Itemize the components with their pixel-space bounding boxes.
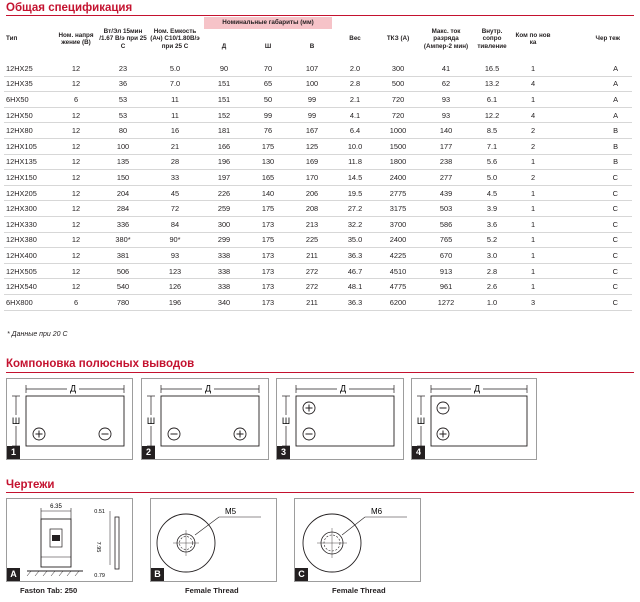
cell-capacity: 126 [148, 279, 202, 295]
positive-terminal-icon [437, 428, 449, 440]
cell-width: 76 [246, 123, 290, 139]
cell-drawing: B [554, 154, 632, 170]
col-header-voltage: Ном. напря жение (В) [58, 31, 94, 46]
cell-drawing: A [554, 107, 632, 123]
caption-female-thread-c: Female Thread [332, 586, 386, 595]
cell-voltage: 12 [54, 279, 98, 295]
cell-length: 90 [202, 61, 246, 76]
cell-max-current: 238 [420, 154, 472, 170]
cell-length: 151 [202, 92, 246, 108]
cell-power: 80 [98, 123, 148, 139]
cell-weight: 2.1 [334, 92, 376, 108]
cell-height: 272 [290, 279, 334, 295]
drawing-panel-b [150, 498, 277, 582]
cell-length: 338 [202, 248, 246, 264]
cell-voltage: 12 [54, 61, 98, 76]
cell-height: 99 [290, 107, 334, 123]
cell-short-circuit: 300 [376, 61, 420, 76]
cell-max-current: 93 [420, 107, 472, 123]
cell-drawing: B [554, 138, 632, 154]
cell-width: 173 [246, 263, 290, 279]
cell-length: 196 [202, 154, 246, 170]
cell-voltage: 12 [54, 76, 98, 92]
cell-short-circuit: 1000 [376, 123, 420, 139]
cell-width: 173 [246, 279, 290, 295]
cell-voltage: 12 [54, 201, 98, 217]
dim-width-label: Ш [146, 416, 156, 426]
cell-width: 173 [246, 216, 290, 232]
cell-height: 272 [290, 263, 334, 279]
cell-drawing: C [554, 232, 632, 248]
female-thread-m5-drawing [151, 499, 276, 581]
negative-terminal-icon [437, 402, 449, 414]
col-header-type: Тип [6, 35, 18, 43]
caption-faston-tab: Faston Tab: 250 [20, 586, 78, 595]
cell-weight: 6.4 [334, 123, 376, 139]
cell-internal-resistance: 3.0 [472, 248, 512, 264]
cell-terminal-layout: 1 [512, 216, 554, 232]
tab-body [41, 519, 71, 567]
cell-max-current: 503 [420, 201, 472, 217]
cell-height: 169 [290, 154, 334, 170]
drawings-title: Чертежи [6, 479, 55, 491]
cell-width: 50 [246, 92, 290, 108]
terminal-layout-title: Компоновка полюсных выводов [6, 358, 195, 370]
cell-width: 65 [246, 76, 290, 92]
cell-type: 6HX800 [4, 294, 54, 310]
layout-diagram-4 [412, 379, 536, 459]
cell-power: 540 [98, 279, 148, 295]
cell-short-circuit: 720 [376, 107, 420, 123]
cell-type: 12HX400 [4, 248, 54, 264]
cell-weight: 19.5 [334, 185, 376, 201]
cell-drawing: A [554, 92, 632, 108]
cell-power: 381 [98, 248, 148, 264]
cell-capacity: 45 [148, 185, 202, 201]
cell-terminal-layout: 2 [512, 170, 554, 186]
thread-size-label: M6 [371, 507, 383, 516]
cell-terminal-layout: 4 [512, 107, 554, 123]
tab-profile [115, 517, 119, 569]
cell-type: 12HX150 [4, 170, 54, 186]
cell-height: 225 [290, 232, 334, 248]
dimensions-group-header: Номинальные габариты (мм) [204, 17, 332, 29]
cell-drawing: B [554, 123, 632, 139]
cell-internal-resistance: 3.6 [472, 216, 512, 232]
cell-weight: 36.3 [334, 248, 376, 264]
cell-height: 206 [290, 185, 334, 201]
cell-length: 197 [202, 170, 246, 186]
cell-width: 175 [246, 232, 290, 248]
spec-table [4, 17, 632, 311]
cell-terminal-layout: 1 [512, 232, 554, 248]
col-header-height: В [309, 43, 315, 50]
table-row [4, 185, 632, 201]
dim-tab-width: 6.35 [50, 504, 62, 510]
cell-terminal-layout: 3 [512, 294, 554, 310]
layout-panel-2 [141, 378, 269, 460]
cell-capacity: 72 [148, 201, 202, 217]
cell-drawing: C [554, 263, 632, 279]
cell-capacity: 16 [148, 123, 202, 139]
cell-max-current: 41 [420, 61, 472, 76]
cell-height: 100 [290, 76, 334, 92]
cell-voltage: 12 [54, 138, 98, 154]
positive-terminal-icon [234, 428, 246, 440]
spec-title-rule [6, 15, 634, 16]
cell-short-circuit: 2775 [376, 185, 420, 201]
dim-width-label: Ш [281, 416, 291, 426]
cell-length: 299 [202, 232, 246, 248]
dim-length-label: Д [473, 383, 481, 394]
cell-short-circuit: 1800 [376, 154, 420, 170]
cell-drawing: C [554, 170, 632, 186]
cell-height: 170 [290, 170, 334, 186]
col-header-terminal-layout: Ком по нов ка [515, 31, 551, 46]
cell-max-current: 765 [420, 232, 472, 248]
cell-max-current: 586 [420, 216, 472, 232]
cell-length: 226 [202, 185, 246, 201]
cell-voltage: 12 [54, 154, 98, 170]
dim-tab-thickness: 0.51 [94, 509, 105, 515]
drawing-panel-letter: A [7, 568, 20, 581]
layout-panel-number: 1 [7, 446, 20, 459]
cell-height: 211 [290, 248, 334, 264]
cell-short-circuit: 720 [376, 92, 420, 108]
cell-power: 100 [98, 138, 148, 154]
col-header-capacity: Ном. Емкость (Ач) С10/1.80В/э при 25 С [150, 28, 200, 50]
cell-max-current: 277 [420, 170, 472, 186]
cell-internal-resistance: 4.5 [472, 185, 512, 201]
layout-diagram-1 [7, 379, 132, 459]
cell-voltage: 12 [54, 185, 98, 201]
dim-length-label: Д [204, 383, 212, 394]
cell-length: 152 [202, 107, 246, 123]
cell-width: 175 [246, 201, 290, 217]
cell-internal-resistance: 7.1 [472, 138, 512, 154]
cell-terminal-layout: 1 [512, 201, 554, 217]
cell-internal-resistance: 12.2 [472, 107, 512, 123]
drawing-panel-a [6, 498, 133, 582]
cell-terminal-layout: 1 [512, 92, 554, 108]
cell-voltage: 12 [54, 123, 98, 139]
cell-height: 208 [290, 201, 334, 217]
cell-short-circuit: 2400 [376, 232, 420, 248]
cell-power: 135 [98, 154, 148, 170]
cell-weight: 2.0 [334, 61, 376, 76]
terminal-layout-rule [6, 372, 634, 373]
cell-internal-resistance: 2.8 [472, 263, 512, 279]
cell-type: 12HX330 [4, 216, 54, 232]
negative-terminal-icon [168, 428, 180, 440]
cell-type: 12HX380 [4, 232, 54, 248]
cell-capacity: 11 [148, 92, 202, 108]
cell-short-circuit: 4775 [376, 279, 420, 295]
col-group-dimensions [202, 17, 334, 61]
cell-weight: 14.5 [334, 170, 376, 186]
cell-type: 12HX50 [4, 107, 54, 123]
cell-internal-resistance: 5.2 [472, 232, 512, 248]
cell-internal-resistance: 8.5 [472, 123, 512, 139]
cell-voltage: 12 [54, 107, 98, 123]
cell-height: 213 [290, 216, 334, 232]
table-row [4, 201, 632, 217]
cell-width: 99 [246, 107, 290, 123]
cell-terminal-layout: 1 [512, 154, 554, 170]
cell-capacity: 123 [148, 263, 202, 279]
cell-capacity: 33 [148, 170, 202, 186]
cell-capacity: 28 [148, 154, 202, 170]
dim-tab-bottom: 0.79 [94, 573, 105, 579]
col-header-power: Вт/Эл 15мин /1.67 В/э при 25 С [99, 28, 147, 50]
layout-panel-number: 4 [412, 446, 425, 459]
cell-weight: 36.3 [334, 294, 376, 310]
cell-internal-resistance: 3.9 [472, 201, 512, 217]
cell-length: 151 [202, 76, 246, 92]
drawing-panel-c [294, 498, 421, 582]
layout-panel-number: 2 [142, 446, 155, 459]
col-header-weight: Вес [349, 35, 361, 43]
cell-terminal-layout: 2 [512, 123, 554, 139]
cell-weight: 46.7 [334, 263, 376, 279]
table-row [4, 248, 632, 264]
cell-internal-resistance: 1.0 [472, 294, 512, 310]
table-row [4, 92, 632, 108]
cell-short-circuit: 500 [376, 76, 420, 92]
cell-length: 340 [202, 294, 246, 310]
cell-length: 181 [202, 123, 246, 139]
cell-width: 165 [246, 170, 290, 186]
cell-max-current: 670 [420, 248, 472, 264]
cell-width: 173 [246, 294, 290, 310]
cell-internal-resistance: 16.5 [472, 61, 512, 76]
col-header-drawing: Чер теж [595, 35, 621, 43]
cell-power: 150 [98, 170, 148, 186]
cell-length: 259 [202, 201, 246, 217]
cell-short-circuit: 3175 [376, 201, 420, 217]
table-row [4, 294, 632, 310]
drawing-panel-letter: B [151, 568, 164, 581]
cell-capacity: 7.0 [148, 76, 202, 92]
table-row [4, 123, 632, 139]
female-thread-m6-drawing [295, 499, 420, 581]
cell-drawing: C [554, 248, 632, 264]
cell-internal-resistance: 13.2 [472, 76, 512, 92]
table-row [4, 138, 632, 154]
cell-voltage: 12 [54, 216, 98, 232]
cell-max-current: 439 [420, 185, 472, 201]
cell-max-current: 177 [420, 138, 472, 154]
cell-internal-resistance: 6.1 [472, 92, 512, 108]
cell-weight: 11.8 [334, 154, 376, 170]
cell-short-circuit: 4510 [376, 263, 420, 279]
drawings-rule [6, 492, 634, 493]
cell-voltage: 12 [54, 170, 98, 186]
cell-max-current: 93 [420, 92, 472, 108]
cell-capacity: 5.0 [148, 61, 202, 76]
cell-short-circuit: 4225 [376, 248, 420, 264]
cell-drawing: C [554, 201, 632, 217]
cell-weight: 10.0 [334, 138, 376, 154]
cell-drawing: C [554, 279, 632, 295]
thread-size-label: M5 [225, 507, 237, 516]
cell-width: 70 [246, 61, 290, 76]
battery-outline [431, 396, 527, 446]
dim-width-label: Ш [416, 416, 426, 426]
cell-capacity: 11 [148, 107, 202, 123]
cell-drawing: C [554, 294, 632, 310]
cell-terminal-layout: 1 [512, 279, 554, 295]
cell-voltage: 6 [54, 294, 98, 310]
caption-female-thread-b: Female Thread [185, 586, 239, 595]
table-row [4, 107, 632, 123]
cell-max-current: 140 [420, 123, 472, 139]
layout-diagram-2 [142, 379, 268, 459]
cell-power: 204 [98, 185, 148, 201]
battery-outline [296, 396, 394, 446]
col-header-length: Д [221, 43, 227, 50]
col-header-width: Ш [264, 43, 272, 50]
cell-terminal-layout: 4 [512, 76, 554, 92]
cell-terminal-layout: 1 [512, 248, 554, 264]
layout-panel-3 [276, 378, 404, 460]
cell-power: 506 [98, 263, 148, 279]
cell-terminal-layout: 2 [512, 138, 554, 154]
cell-terminal-layout: 1 [512, 61, 554, 76]
cell-height: 211 [290, 294, 334, 310]
cell-type: 12HX300 [4, 201, 54, 217]
cell-capacity: 196 [148, 294, 202, 310]
cell-power: 380* [98, 232, 148, 248]
cell-length: 300 [202, 216, 246, 232]
col-header-max-current: Макс. ток разряда (Ампер-2 мин) [423, 28, 469, 50]
dim-length-label: Д [339, 383, 347, 394]
layout-panel-number: 3 [277, 446, 290, 459]
cell-type: 12HX540 [4, 279, 54, 295]
cell-length: 338 [202, 279, 246, 295]
cell-voltage: 12 [54, 232, 98, 248]
table-row [4, 170, 632, 186]
cell-internal-resistance: 5.6 [472, 154, 512, 170]
layout-panel-1 [6, 378, 133, 460]
cell-type: 12HX35 [4, 76, 54, 92]
cell-weight: 32.2 [334, 216, 376, 232]
cell-drawing: A [554, 76, 632, 92]
cell-capacity: 21 [148, 138, 202, 154]
cell-drawing: C [554, 185, 632, 201]
cell-capacity: 93 [148, 248, 202, 264]
cell-weight: 27.2 [334, 201, 376, 217]
cell-short-circuit: 6200 [376, 294, 420, 310]
cell-type: 12HX25 [4, 61, 54, 76]
cell-weight: 4.1 [334, 107, 376, 123]
cell-power: 36 [98, 76, 148, 92]
col-header-internal-resistance: Внутр. сопро тивление [477, 28, 507, 50]
cell-type: 12HX135 [4, 154, 54, 170]
cell-weight: 48.1 [334, 279, 376, 295]
cell-length: 166 [202, 138, 246, 154]
layout-diagram-3 [277, 379, 403, 459]
cell-width: 140 [246, 185, 290, 201]
cell-max-current: 62 [420, 76, 472, 92]
cell-weight: 35.0 [334, 232, 376, 248]
drawing-panel-letter: C [295, 568, 308, 581]
cell-max-current: 961 [420, 279, 472, 295]
cell-width: 130 [246, 154, 290, 170]
cell-voltage: 12 [54, 248, 98, 264]
cell-short-circuit: 2400 [376, 170, 420, 186]
cell-max-current: 913 [420, 263, 472, 279]
cell-voltage: 6 [54, 92, 98, 108]
cell-power: 780 [98, 294, 148, 310]
table-row [4, 216, 632, 232]
cell-capacity: 90* [148, 232, 202, 248]
table-row [4, 154, 632, 170]
cell-internal-resistance: 5.0 [472, 170, 512, 186]
cell-height: 107 [290, 61, 334, 76]
cell-power: 53 [98, 107, 148, 123]
cell-voltage: 12 [54, 263, 98, 279]
cell-short-circuit: 3700 [376, 216, 420, 232]
cell-drawing: A [554, 61, 632, 76]
negative-terminal-icon [99, 428, 111, 440]
cell-type: 12HX205 [4, 185, 54, 201]
cell-short-circuit: 1500 [376, 138, 420, 154]
cell-width: 175 [246, 138, 290, 154]
positive-terminal-icon [33, 428, 45, 440]
col-header-short-circuit: ТКЗ (А) [386, 35, 410, 43]
cell-height: 125 [290, 138, 334, 154]
cell-length: 338 [202, 263, 246, 279]
table-row [4, 232, 632, 248]
dim-length-label: Д [69, 383, 77, 394]
cell-max-current: 1272 [420, 294, 472, 310]
cell-power: 284 [98, 201, 148, 217]
cell-type: 12HX105 [4, 138, 54, 154]
dim-tab-height: 7.95 [95, 541, 101, 553]
cell-capacity: 84 [148, 216, 202, 232]
positive-terminal-icon [303, 402, 315, 414]
layout-panel-4 [411, 378, 537, 460]
cell-terminal-layout: 1 [512, 263, 554, 279]
cell-power: 336 [98, 216, 148, 232]
table-row [4, 279, 632, 295]
cell-internal-resistance: 2.6 [472, 279, 512, 295]
cell-type: 12HX505 [4, 263, 54, 279]
cell-drawing: C [554, 216, 632, 232]
negative-terminal-icon [303, 428, 315, 440]
cell-type: 6HX50 [4, 92, 54, 108]
cell-power: 23 [98, 61, 148, 76]
dim-width-label: Ш [11, 416, 21, 426]
faston-tab-drawing [7, 499, 132, 581]
cell-power: 53 [98, 92, 148, 108]
cell-height: 99 [290, 92, 334, 108]
cell-width: 173 [246, 248, 290, 264]
cell-height: 167 [290, 123, 334, 139]
spec-title: Общая спецификация [6, 2, 133, 14]
cell-terminal-layout: 1 [512, 185, 554, 201]
cell-type: 12HX80 [4, 123, 54, 139]
table-row [4, 263, 632, 279]
table-row [4, 61, 632, 76]
table-row [4, 76, 632, 92]
cell-weight: 2.8 [334, 76, 376, 92]
spec-table-body [4, 61, 632, 310]
spec-header-row [4, 17, 632, 61]
spec-footnote: * Данные при 20 С [7, 331, 68, 338]
